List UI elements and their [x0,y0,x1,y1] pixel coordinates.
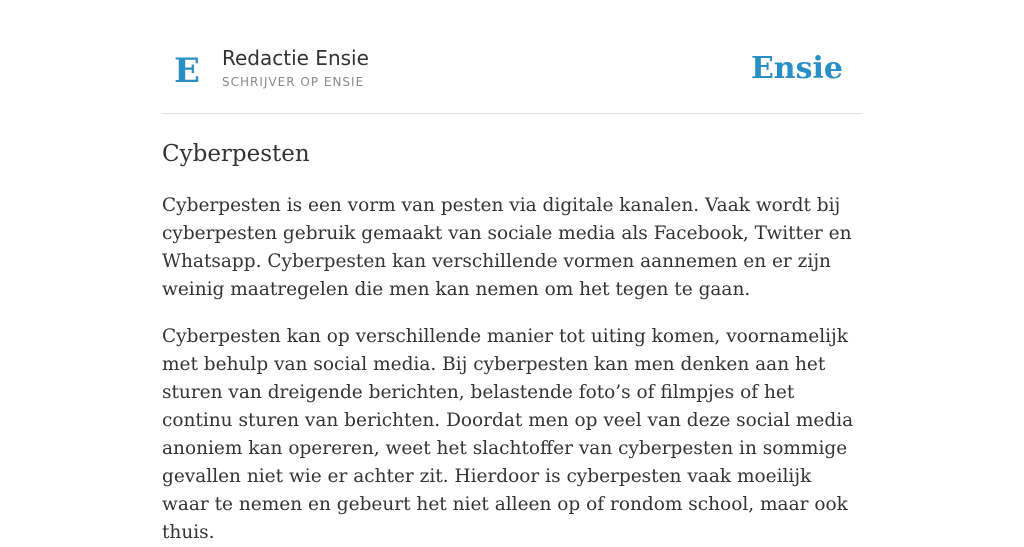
article-card [162,0,862,547]
article-paragraph-1: Cyberpesten is een vorm van pesten via digitale kanalen. Vaak wordt bij cyberpesten gebruik gemaakt van sociale media als Facebook, Twitter en Whatsapp. Cyberpesten kan verschillende vormen aannemen en er zijn weinig maatregelen die men kan nemen om het tegen te gaan. [162,195,852,300]
ensie-logo[interactable]: Ensie [750,51,843,86]
article-paragraph-2: Cyberpesten kan op verschillende manier tot uiting komen, voornamelijk met behulp van social media. Bij cyberpesten kan men denken aan het sturen van dreigende berichten, belastende foto’s of filmpjes of het continu sturen van berichten. Doordat men op veel van deze social media anoniem kan opereren, weet het slachtoffer van cyberpesten in sommige gevallen niet wie er achter zit. Hierdoor is cyberpesten vaak moeilijk waar te nemen en gebeurt het niet alleen op of rondom school, maar ook thuis. [162,326,854,543]
article-title: Cyberpesten [162,141,310,167]
author-avatar[interactable]: E [174,51,200,91]
author-name[interactable]: Redactie Ensie [222,46,369,70]
author-header [162,0,862,114]
author-role: SCHRIJVER OP ENSIE [222,75,365,89]
